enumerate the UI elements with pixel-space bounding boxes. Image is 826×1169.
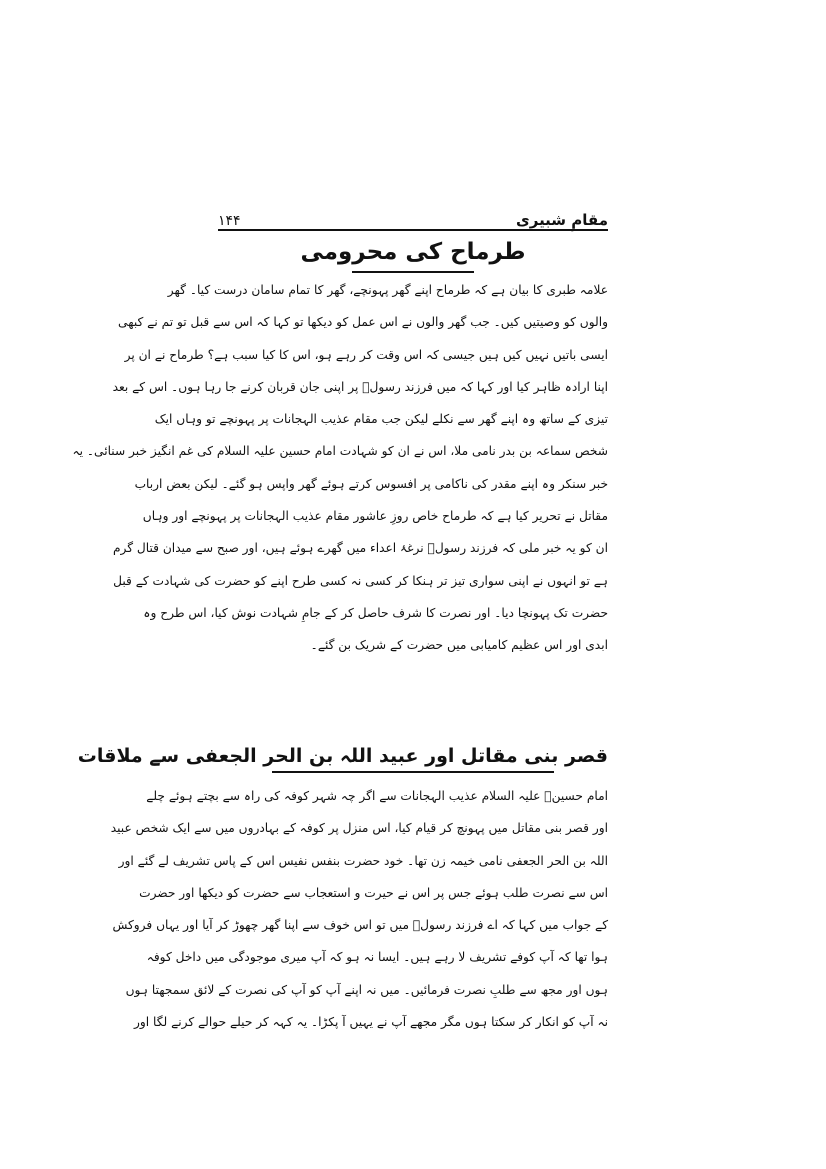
text-line: ابدی اور اس عظیم کامیابی میں حضرت کے شریک بن گئے۔	[310, 638, 608, 653]
text-line: خبر سنکر وہ اپنے مقدر کی ناکامی پر افسوس کرتے ہوئے گھر واپس ہو گئے۔ لیکن بعض ارباب	[134, 476, 608, 491]
text-line: ان کو یہ خبر ملی کہ فرزند رسولؐ نرغۂ اعداء میں گھرے ہوئے ہیں، اور صبح سے میدان قتال گرم	[112, 541, 608, 556]
text-line: حضرت تک پہونچا دیا۔ اور نصرت کا شرف حاصل کر کے جامِ شہادت نوش کیا، اس طرح وہ	[143, 605, 608, 620]
text-line: والوں کو وصیتیں کیں۔ جب گھر والوں نے اس عمل کو دیکھا تو کہا کہ اس سے قبل تو تم نے کبھی	[118, 315, 608, 330]
text-line: مقاتل نے تحریر کیا ہے کہ طرماح خاص روزِ عاشور مقام عذیب الہجانات پر پہونچے اور وہاں	[142, 509, 608, 524]
text-line: ہے تو انہوں نے اپنی سواری تیز تر ہنکا کر کسی نہ کسی طرح اپنے کو حضرت کی شہادت کے قبل	[113, 573, 608, 588]
section-heading-qasr-bani-muqatil: قصر بنی مقاتل اور عبید اللہ بن الحر الجعفی سے ملاقات	[77, 745, 608, 767]
text-line: ایسی باتیں نہیں کیں ہیں جیسی کہ اس وقت کر رہے ہو، اس کا کیا سبب ہے؟ طرماح نے ان پر	[124, 347, 608, 362]
text-line: ہوں اور مجھ سے طلبِ نصرت فرمائیں۔ میں نہ اپنے آپ کو آپ کی نصرت کے لائق سمجھتا ہوں	[125, 982, 608, 997]
paragraph-tirimmah	[72, 274, 608, 662]
text-line: علامہ طبری کا بیان ہے کہ طرماح اپنے گھر پہونچے، گھر کا تمام سامان درست کیا۔ گھر	[167, 283, 608, 297]
text-line: امام حسینؑ علیہ السلام عذیب الہجانات سے اگر چہ شہر کوفہ کی راہ سے بچتے ہوئے چلے	[146, 789, 608, 803]
text-line: اور قصر بنی مقاتل میں پہونچ کر قیام کیا، اس منزل پر کوفہ کے بہادروں میں سے ایک شخص عبید	[110, 821, 608, 836]
text-line: نہ آپ کو انکار کر سکتا ہوں مگر مجھے آپ نے یہیں آ پکڑا۔ یہ کہہ کر حیلے حوالے کرنے لگا اور	[134, 1015, 608, 1030]
page-number: ۱۴۴	[218, 213, 241, 229]
text-line: اپنا ارادہ ظاہر کیا اور کہا کہ میں فرزند رسولؐ پر اپنی جان قربان کرنے جا رہا ہوں۔ اس کے بعد	[112, 379, 608, 394]
text-line: اس سے نصرت طلب ہوئے جس پر اس نے حیرت و استعجاب سے حضرت کو دیکھا اور حضرت	[139, 885, 608, 900]
book-title: مقامِ شبیری	[515, 211, 608, 229]
text-line: تیزی کے ساتھ وہ اپنے گھر سے نکلے لیکن جب مقام عذیب الہجانات پر پہونچے تو وہاں ایک	[154, 412, 608, 427]
page-header	[218, 203, 608, 229]
text-line: کے جواب میں کہا کہ اے فرزند رسولؐ میں تو اس خوف سے اپنا گھر چھوڑ کر آیا اور یہاں فروکش	[112, 918, 608, 933]
heading-underline	[272, 771, 554, 773]
text-line: ہوا تھا کہ آپ کوفے تشریف لا رہے ہیں۔ ایسا نہ ہو کہ آپ میری موجودگی میں داخل کوفہ	[146, 950, 608, 965]
section-heading-tirimmah: طرماح کی محرومی	[300, 239, 526, 265]
heading-underline	[352, 271, 474, 273]
paragraph-qasr-bani-muqatil	[110, 780, 608, 1038]
text-line: شخص سماعہ بن بدر نامی ملا، اس نے ان کو شہادت امام حسین علیہ السلام کی غم انگیز خبر سنائی۔ یہ	[72, 444, 608, 459]
header-rule	[218, 229, 608, 231]
text-line: اللہ بن الحر الجعفی نامی خیمہ زن تھا۔ خود حضرت بنفس نفیس اس کے پاس تشریف لے گئے اور	[118, 853, 608, 868]
